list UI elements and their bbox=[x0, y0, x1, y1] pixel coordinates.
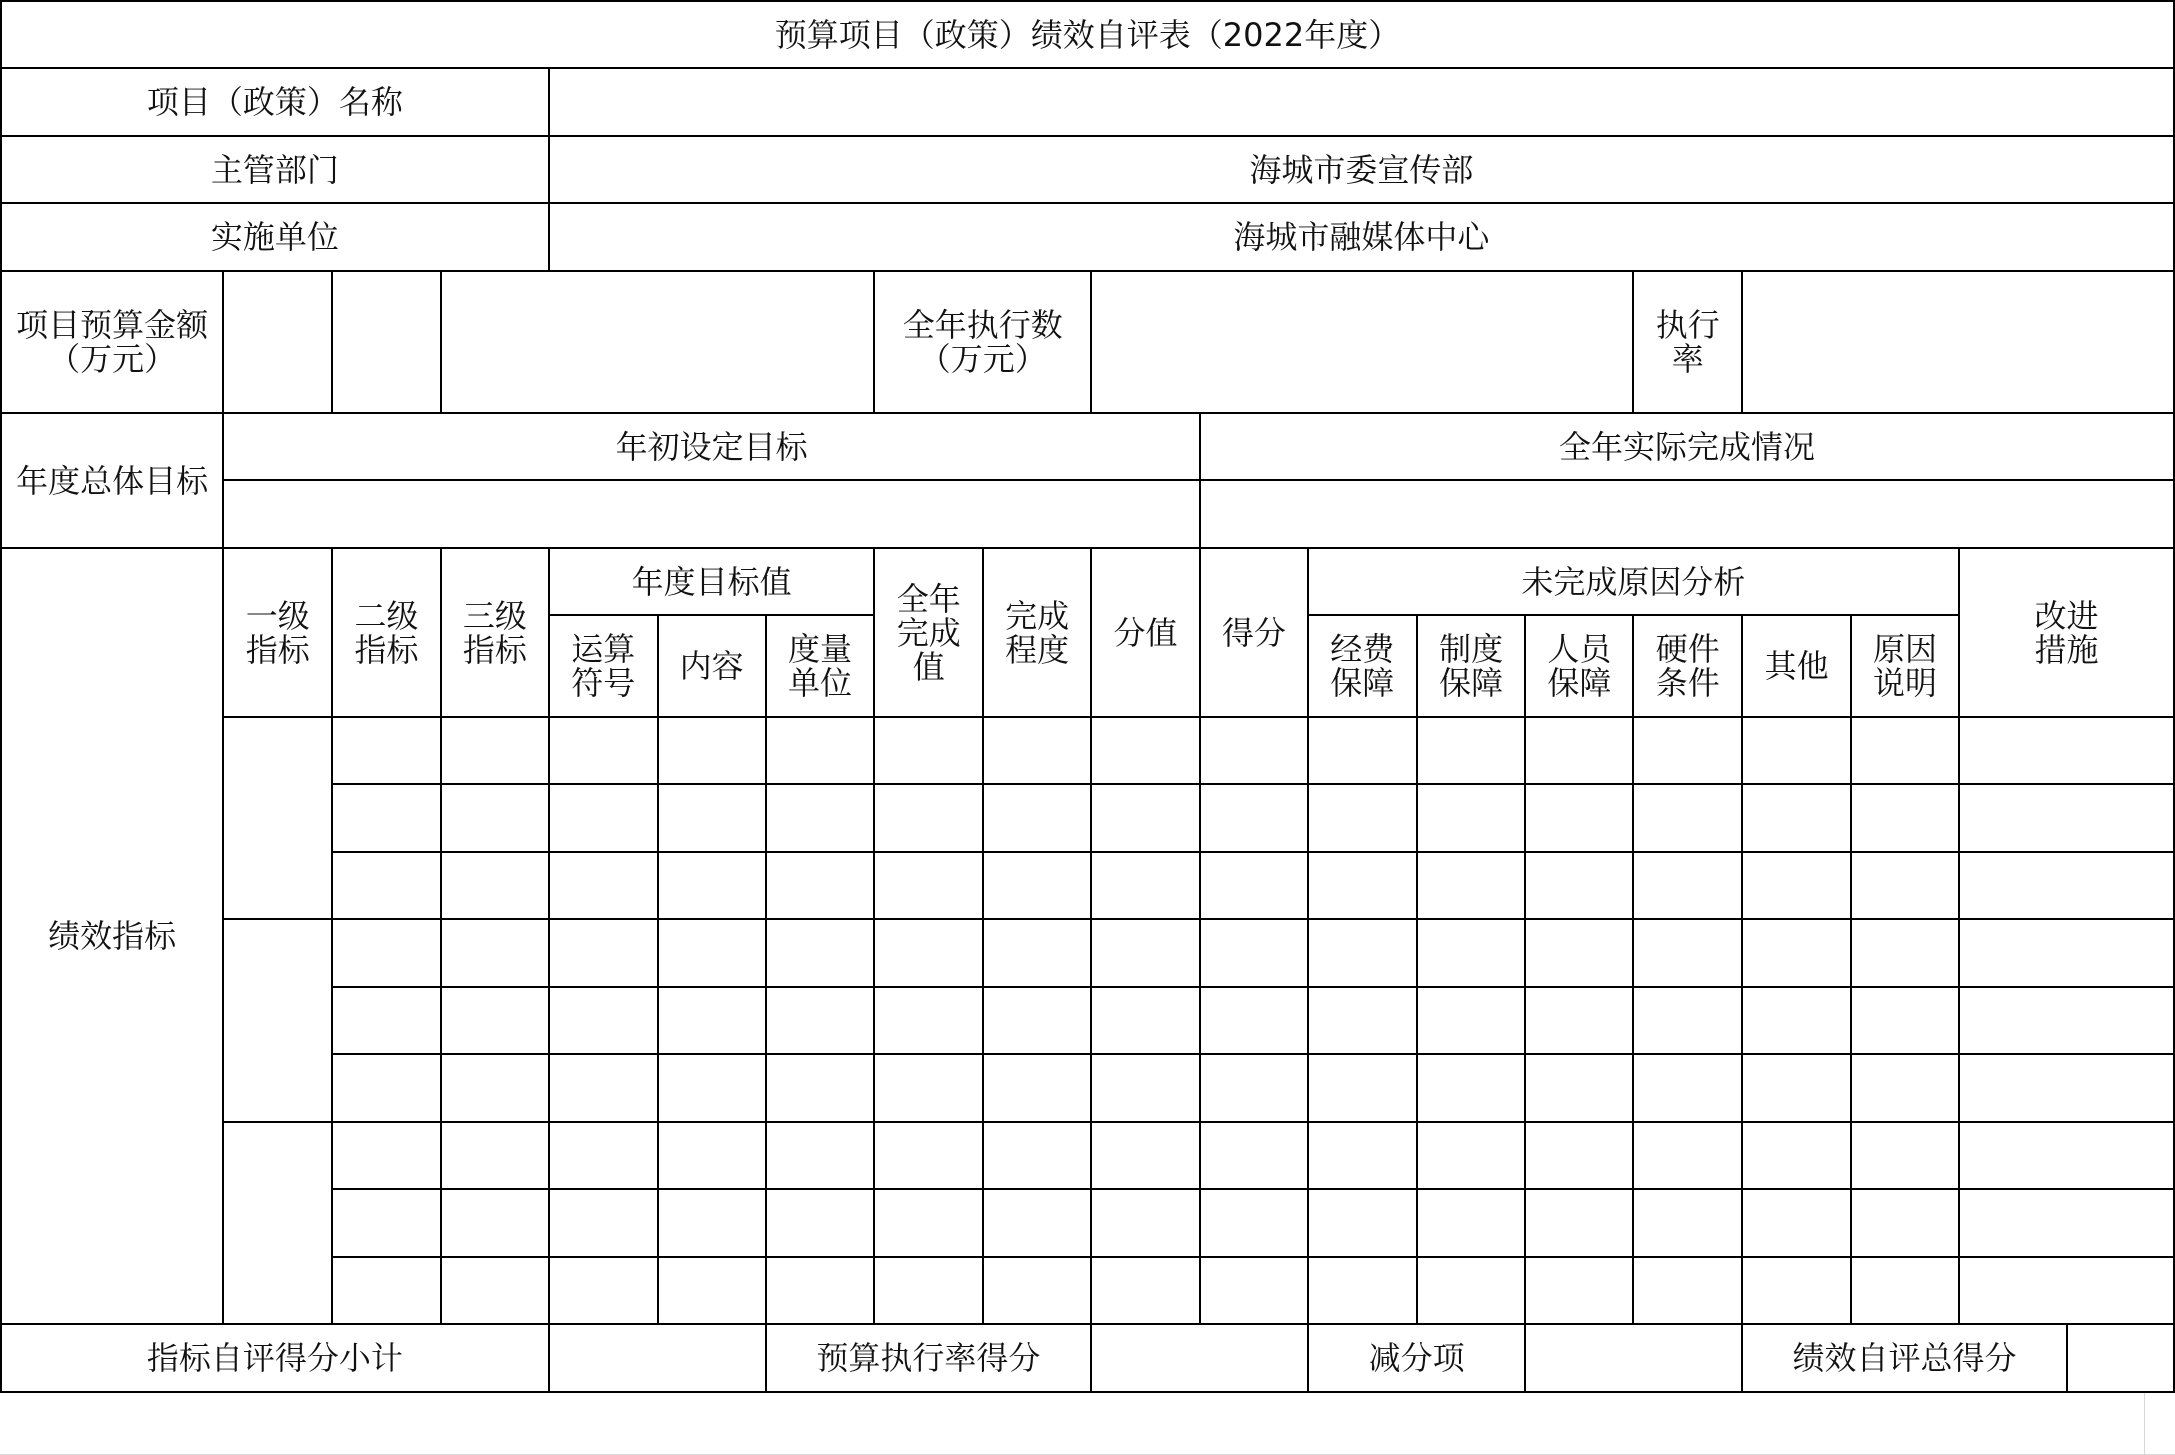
table-cell[interactable] bbox=[766, 1257, 875, 1324]
table-cell[interactable] bbox=[549, 1054, 658, 1122]
table-cell[interactable] bbox=[1851, 1189, 1959, 1257]
table-cell[interactable] bbox=[874, 1257, 983, 1324]
table-cell[interactable] bbox=[1742, 852, 1851, 919]
table-cell[interactable] bbox=[766, 987, 875, 1054]
initial-goal-header: 年初设定目标 bbox=[223, 413, 1200, 480]
table-cell[interactable] bbox=[1742, 1122, 1851, 1189]
table-cell[interactable] bbox=[1091, 1257, 1200, 1324]
table-cell[interactable] bbox=[1851, 987, 1959, 1054]
annual-goal-label: 年度总体目标 bbox=[1, 413, 223, 548]
hardware-header: 硬件 条件 bbox=[1633, 615, 1742, 717]
table-cell[interactable] bbox=[1959, 1122, 2174, 1189]
table-cell[interactable] bbox=[766, 1122, 875, 1189]
table-cell[interactable] bbox=[1959, 987, 2174, 1054]
table-cell[interactable] bbox=[874, 919, 983, 987]
table-cell[interactable] bbox=[1200, 784, 1308, 852]
table-cell[interactable] bbox=[441, 987, 549, 1054]
subtotal-value[interactable] bbox=[549, 1324, 766, 1392]
table-cell[interactable] bbox=[1091, 1122, 1200, 1189]
table-cell[interactable] bbox=[332, 1122, 441, 1189]
table-cell[interactable] bbox=[1308, 919, 1417, 987]
table-cell[interactable] bbox=[549, 784, 658, 852]
table-cell[interactable] bbox=[766, 852, 875, 919]
table-cell[interactable] bbox=[983, 987, 1091, 1054]
table-cell[interactable] bbox=[1308, 852, 1417, 919]
table-cell[interactable] bbox=[1308, 717, 1417, 784]
table-cell[interactable] bbox=[332, 717, 441, 784]
implementer-label: 实施单位 bbox=[1, 203, 549, 271]
table-cell[interactable] bbox=[658, 784, 766, 852]
table-cell[interactable] bbox=[1091, 717, 1200, 784]
total-score-value[interactable] bbox=[2067, 1324, 2174, 1392]
table-cell[interactable] bbox=[1851, 1257, 1959, 1324]
table-cell[interactable] bbox=[1200, 717, 1308, 784]
completion-degree-header: 完成 程度 bbox=[983, 548, 1091, 717]
table-cell[interactable] bbox=[1742, 1257, 1851, 1324]
table-cell[interactable] bbox=[874, 784, 983, 852]
table-cell[interactable] bbox=[658, 1054, 766, 1122]
table-cell[interactable] bbox=[1417, 1189, 1526, 1257]
table-cell[interactable] bbox=[1742, 717, 1851, 784]
table-cell[interactable] bbox=[1742, 919, 1851, 987]
table-cell[interactable] bbox=[1091, 987, 1200, 1054]
form-title: 预算项目（政策）绩效自评表（2022年度） bbox=[1, 1, 2174, 68]
subtotal-label: 指标自评得分小计 bbox=[1, 1324, 549, 1392]
project-name-label: 项目（政策）名称 bbox=[1, 68, 549, 136]
annual-target-header: 年度目标值 bbox=[549, 548, 875, 615]
table-cell[interactable] bbox=[441, 1122, 549, 1189]
table-cell[interactable] bbox=[874, 717, 983, 784]
table-cell[interactable] bbox=[1525, 1122, 1633, 1189]
table-cell[interactable] bbox=[1091, 784, 1200, 852]
table-cell[interactable] bbox=[1633, 919, 1742, 987]
table-cell[interactable] bbox=[441, 1257, 549, 1324]
table-cell[interactable] bbox=[658, 1189, 766, 1257]
unit-header: 度量 单位 bbox=[766, 615, 875, 717]
table-cell[interactable] bbox=[1200, 1122, 1308, 1189]
budget-amount-label: 项目预算金额 （万元） bbox=[1, 271, 223, 413]
table-cell[interactable] bbox=[766, 784, 875, 852]
table-cell[interactable] bbox=[1091, 852, 1200, 919]
table-cell[interactable] bbox=[1200, 852, 1308, 919]
actual-completion-value[interactable] bbox=[1200, 480, 2174, 548]
table-cell[interactable] bbox=[658, 1257, 766, 1324]
table-cell[interactable] bbox=[332, 1257, 441, 1324]
table-cell[interactable] bbox=[1742, 987, 1851, 1054]
table-cell[interactable] bbox=[983, 1122, 1091, 1189]
table-cell[interactable] bbox=[1525, 852, 1633, 919]
table-cell[interactable] bbox=[983, 1189, 1091, 1257]
budget-exec-score-value[interactable] bbox=[1091, 1324, 1308, 1392]
table-cell[interactable] bbox=[874, 1054, 983, 1122]
table-cell[interactable] bbox=[549, 1122, 658, 1189]
budget-cell[interactable] bbox=[223, 271, 332, 413]
table-cell[interactable] bbox=[549, 987, 658, 1054]
table-cell[interactable] bbox=[1959, 1054, 2174, 1122]
level1-cell[interactable] bbox=[223, 717, 332, 919]
table-cell[interactable] bbox=[1200, 919, 1308, 987]
level1-cell[interactable] bbox=[223, 1122, 332, 1324]
table-cell[interactable] bbox=[1525, 1257, 1633, 1324]
table-cell[interactable] bbox=[1308, 1189, 1417, 1257]
table-cell[interactable] bbox=[1959, 1257, 2174, 1324]
level3-header: 三级 指标 bbox=[441, 548, 549, 717]
table-cell[interactable] bbox=[1200, 1189, 1308, 1257]
personnel-header: 人员 保障 bbox=[1525, 615, 1633, 717]
actual-completion-header: 全年实际完成情况 bbox=[1200, 413, 2174, 480]
score-value-header: 分值 bbox=[1091, 548, 1200, 717]
total-score-label: 绩效自评总得分 bbox=[1742, 1324, 2067, 1392]
operator-header: 运算 符号 bbox=[549, 615, 658, 717]
table-cell[interactable] bbox=[1308, 784, 1417, 852]
annual-execution-value[interactable] bbox=[1091, 271, 1633, 413]
table-cell[interactable] bbox=[1851, 919, 1959, 987]
table-cell[interactable] bbox=[1091, 1189, 1200, 1257]
annual-execution-label: 全年执行数 （万元） bbox=[874, 271, 1091, 413]
table-cell[interactable] bbox=[1959, 919, 2174, 987]
table-cell[interactable] bbox=[1417, 919, 1526, 987]
table-cell[interactable] bbox=[549, 852, 658, 919]
table-cell[interactable] bbox=[549, 717, 658, 784]
table-cell[interactable] bbox=[1959, 784, 2174, 852]
table-cell[interactable] bbox=[658, 717, 766, 784]
improvement-header: 改进 措施 bbox=[1959, 548, 2174, 717]
table-cell[interactable] bbox=[1308, 1257, 1417, 1324]
table-cell[interactable] bbox=[1417, 1054, 1526, 1122]
table-cell[interactable] bbox=[658, 987, 766, 1054]
table-cell[interactable] bbox=[1633, 1054, 1742, 1122]
table-cell[interactable] bbox=[332, 1054, 441, 1122]
deduction-value[interactable] bbox=[1525, 1324, 1742, 1392]
deduction-label: 减分项 bbox=[1308, 1324, 1526, 1392]
execution-rate-value[interactable] bbox=[1742, 271, 2174, 413]
table-cell[interactable] bbox=[1417, 987, 1526, 1054]
table-cell[interactable] bbox=[1525, 784, 1633, 852]
budget-cell[interactable] bbox=[441, 271, 874, 413]
table-cell[interactable] bbox=[332, 852, 441, 919]
table-cell[interactable] bbox=[1959, 717, 2174, 784]
table-cell[interactable] bbox=[441, 717, 549, 784]
table-cell[interactable] bbox=[766, 919, 875, 987]
table-cell[interactable] bbox=[874, 852, 983, 919]
other-header: 其他 bbox=[1742, 615, 1851, 717]
table-cell[interactable] bbox=[874, 987, 983, 1054]
table-cell[interactable] bbox=[1742, 784, 1851, 852]
table-cell[interactable] bbox=[1200, 1257, 1308, 1324]
table-cell[interactable] bbox=[441, 784, 549, 852]
table-cell[interactable] bbox=[874, 1189, 983, 1257]
table-cell[interactable] bbox=[332, 1189, 441, 1257]
table-cell[interactable] bbox=[441, 919, 549, 987]
table-cell[interactable] bbox=[1525, 717, 1633, 784]
table-cell[interactable] bbox=[1417, 1257, 1526, 1324]
table-cell[interactable] bbox=[766, 1054, 875, 1122]
table-cell[interactable] bbox=[549, 1257, 658, 1324]
table-cell[interactable] bbox=[549, 919, 658, 987]
system-header: 制度 保障 bbox=[1417, 615, 1526, 717]
table-cell[interactable] bbox=[1200, 987, 1308, 1054]
table-cell[interactable] bbox=[1742, 1189, 1851, 1257]
table-cell[interactable] bbox=[1633, 1189, 1742, 1257]
table-cell[interactable] bbox=[766, 1189, 875, 1257]
initial-goal-value[interactable] bbox=[223, 480, 1200, 548]
table-cell[interactable] bbox=[1851, 1054, 1959, 1122]
performance-indicators-label: 绩效指标 bbox=[1, 548, 223, 1324]
level1-header: 一级 指标 bbox=[223, 548, 332, 717]
table-cell[interactable] bbox=[1417, 1122, 1526, 1189]
table-cell[interactable] bbox=[1633, 852, 1742, 919]
table-cell[interactable] bbox=[1525, 1054, 1633, 1122]
table-cell[interactable] bbox=[983, 919, 1091, 987]
table-cell[interactable] bbox=[1308, 987, 1417, 1054]
table-cell[interactable] bbox=[1091, 1054, 1200, 1122]
table-cell[interactable] bbox=[1308, 1054, 1417, 1122]
table-cell[interactable] bbox=[1959, 1189, 2174, 1257]
table-cell[interactable] bbox=[983, 852, 1091, 919]
table-cell[interactable] bbox=[1851, 784, 1959, 852]
table-cell[interactable] bbox=[1417, 717, 1526, 784]
supervisor-label: 主管部门 bbox=[1, 136, 549, 203]
level1-cell[interactable] bbox=[223, 919, 332, 1122]
table-cell[interactable] bbox=[1200, 1054, 1308, 1122]
table-cell[interactable] bbox=[1091, 919, 1200, 987]
reason-note-header: 原因 说明 bbox=[1851, 615, 1959, 717]
table-cell[interactable] bbox=[658, 852, 766, 919]
table-cell[interactable] bbox=[658, 1122, 766, 1189]
supervisor-value[interactable]: 海城市委宣传部 bbox=[549, 136, 2174, 203]
table-cell[interactable] bbox=[332, 784, 441, 852]
table-cell[interactable] bbox=[983, 717, 1091, 784]
table-cell[interactable] bbox=[1742, 1054, 1851, 1122]
table-cell[interactable] bbox=[1308, 1122, 1417, 1189]
table-cell[interactable] bbox=[874, 1122, 983, 1189]
table-cell[interactable] bbox=[549, 1189, 658, 1257]
score-header: 得分 bbox=[1200, 548, 1308, 717]
table-cell[interactable] bbox=[1633, 717, 1742, 784]
table-cell[interactable] bbox=[983, 1257, 1091, 1324]
budget-cell[interactable] bbox=[332, 271, 441, 413]
table-cell[interactable] bbox=[1959, 852, 2174, 919]
table-cell[interactable] bbox=[658, 919, 766, 987]
execution-rate-label: 执行 率 bbox=[1633, 271, 1742, 413]
table-cell[interactable] bbox=[441, 1054, 549, 1122]
table-cell[interactable] bbox=[766, 717, 875, 784]
annual-completion-header: 全年 完成 值 bbox=[874, 548, 983, 717]
table-cell[interactable] bbox=[1851, 852, 1959, 919]
table-cell[interactable] bbox=[1417, 784, 1526, 852]
table-cell[interactable] bbox=[1525, 1189, 1633, 1257]
table-cell[interactable] bbox=[983, 784, 1091, 852]
table-cell[interactable] bbox=[1633, 1257, 1742, 1324]
table-cell[interactable] bbox=[441, 852, 549, 919]
content-header: 内容 bbox=[658, 615, 766, 717]
table-cell[interactable] bbox=[332, 919, 441, 987]
table-cell[interactable] bbox=[441, 1189, 549, 1257]
table-cell[interactable] bbox=[1525, 987, 1633, 1054]
table-cell[interactable] bbox=[332, 987, 441, 1054]
level2-header: 二级 指标 bbox=[332, 548, 441, 717]
table-cell[interactable] bbox=[1851, 1122, 1959, 1189]
table-cell[interactable] bbox=[983, 1054, 1091, 1122]
table-cell[interactable] bbox=[1633, 1122, 1742, 1189]
table-cell[interactable] bbox=[1633, 987, 1742, 1054]
budget-exec-score-label: 预算执行率得分 bbox=[766, 1324, 1092, 1392]
incomplete-reason-header: 未完成原因分析 bbox=[1308, 548, 1959, 615]
table-cell[interactable] bbox=[1417, 852, 1526, 919]
project-name-value[interactable] bbox=[549, 68, 2174, 136]
funding-header: 经费 保障 bbox=[1308, 615, 1417, 717]
table-cell[interactable] bbox=[1633, 784, 1742, 852]
implementer-value[interactable]: 海城市融媒体中心 bbox=[549, 203, 2174, 271]
table-cell[interactable] bbox=[1851, 717, 1959, 784]
table-cell[interactable] bbox=[1525, 919, 1633, 987]
